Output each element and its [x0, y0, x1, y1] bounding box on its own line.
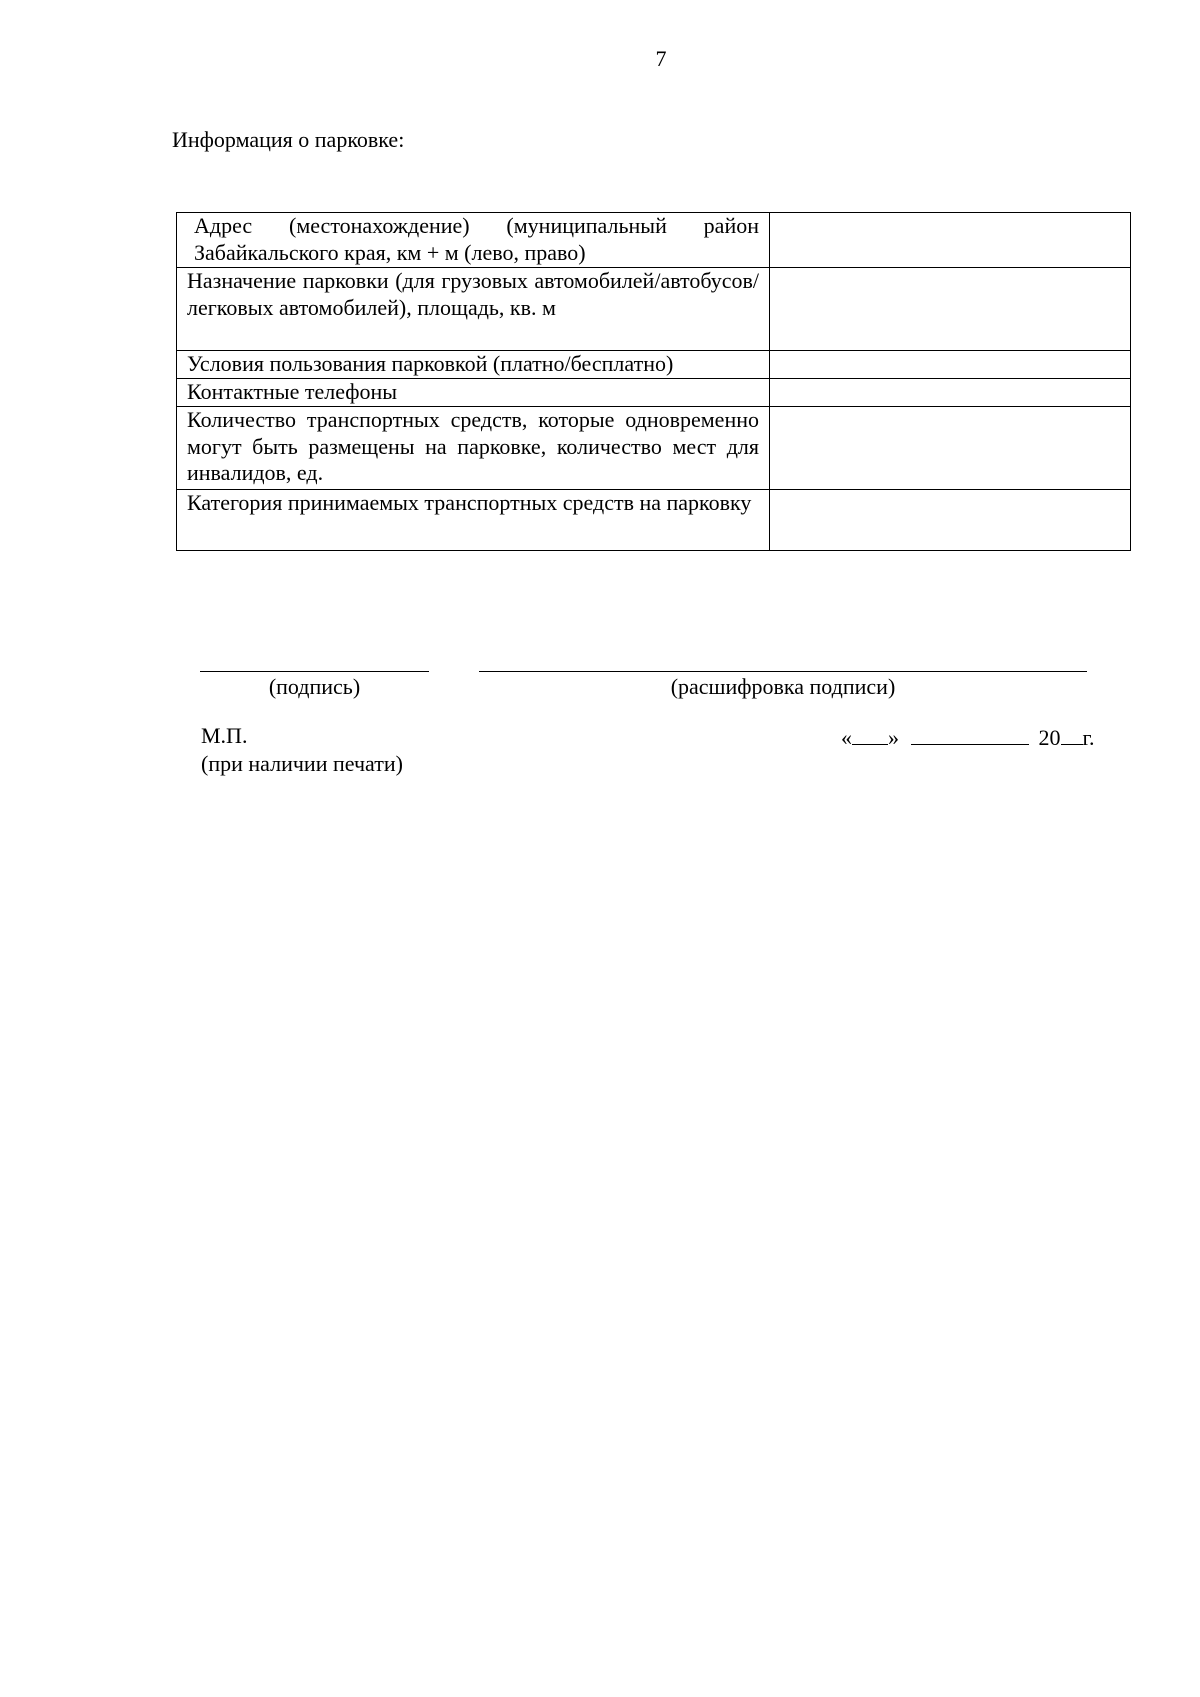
row-label-usage-conditions: Условия пользования парковкой (платно/бесплатно): [177, 351, 770, 379]
row-value-purpose[interactable]: [770, 268, 1131, 351]
date-day-blank[interactable]: [852, 722, 888, 745]
date-year-blank[interactable]: [1061, 722, 1083, 745]
table-row: [177, 407, 1131, 490]
parking-info-table: [176, 212, 1131, 551]
row-value-usage-conditions[interactable]: [770, 351, 1131, 379]
stamp-note: (при наличии печати): [201, 751, 403, 776]
stamp-label: М.П.: [201, 723, 248, 748]
date-year-suffix: г.: [1082, 725, 1095, 750]
table-row: [177, 268, 1131, 351]
date-year-prefix: 20: [1038, 725, 1061, 750]
signature-decoding-caption: (расшифровка подписи): [670, 674, 896, 699]
row-value-address[interactable]: [770, 213, 1131, 268]
row-label-address: Адрес (местонахождение) (муниципальный район Забайкальского края, км + м (лево, право): [177, 213, 770, 268]
row-label-purpose: Назначение парковки (для грузовых автомобилей/автобусов/легковых автомобилей), площадь, кв. м: [177, 268, 770, 351]
page-number: 7: [655, 46, 667, 71]
signature-caption: (подпись): [268, 674, 361, 699]
row-value-contact-phones[interactable]: [770, 379, 1131, 407]
section-title: Информация о парковке:: [172, 127, 405, 152]
row-label-contact-phones: Контактные телефоны: [177, 379, 770, 407]
row-value-vehicle-capacity[interactable]: [770, 407, 1131, 490]
table-row: [177, 490, 1131, 551]
row-value-vehicle-category[interactable]: [770, 490, 1131, 551]
signature-decoding-line[interactable]: [479, 671, 1087, 672]
date-close-quote: »: [888, 725, 899, 750]
signature-line[interactable]: [200, 671, 429, 672]
date-month-blank[interactable]: [911, 722, 1029, 745]
table-row: [177, 351, 1131, 379]
row-label-vehicle-category: Категория принимаемых транспортных средств на парковку: [177, 490, 770, 551]
table-row: [177, 213, 1131, 268]
table-row: [177, 379, 1131, 407]
date-open-quote: «: [841, 725, 852, 750]
date-field: [841, 722, 1095, 752]
row-label-vehicle-capacity: Количество транспортных средств, которые одновременно могут быть размещены на парковке, количество мест для инвалидов, ед.: [177, 407, 770, 490]
